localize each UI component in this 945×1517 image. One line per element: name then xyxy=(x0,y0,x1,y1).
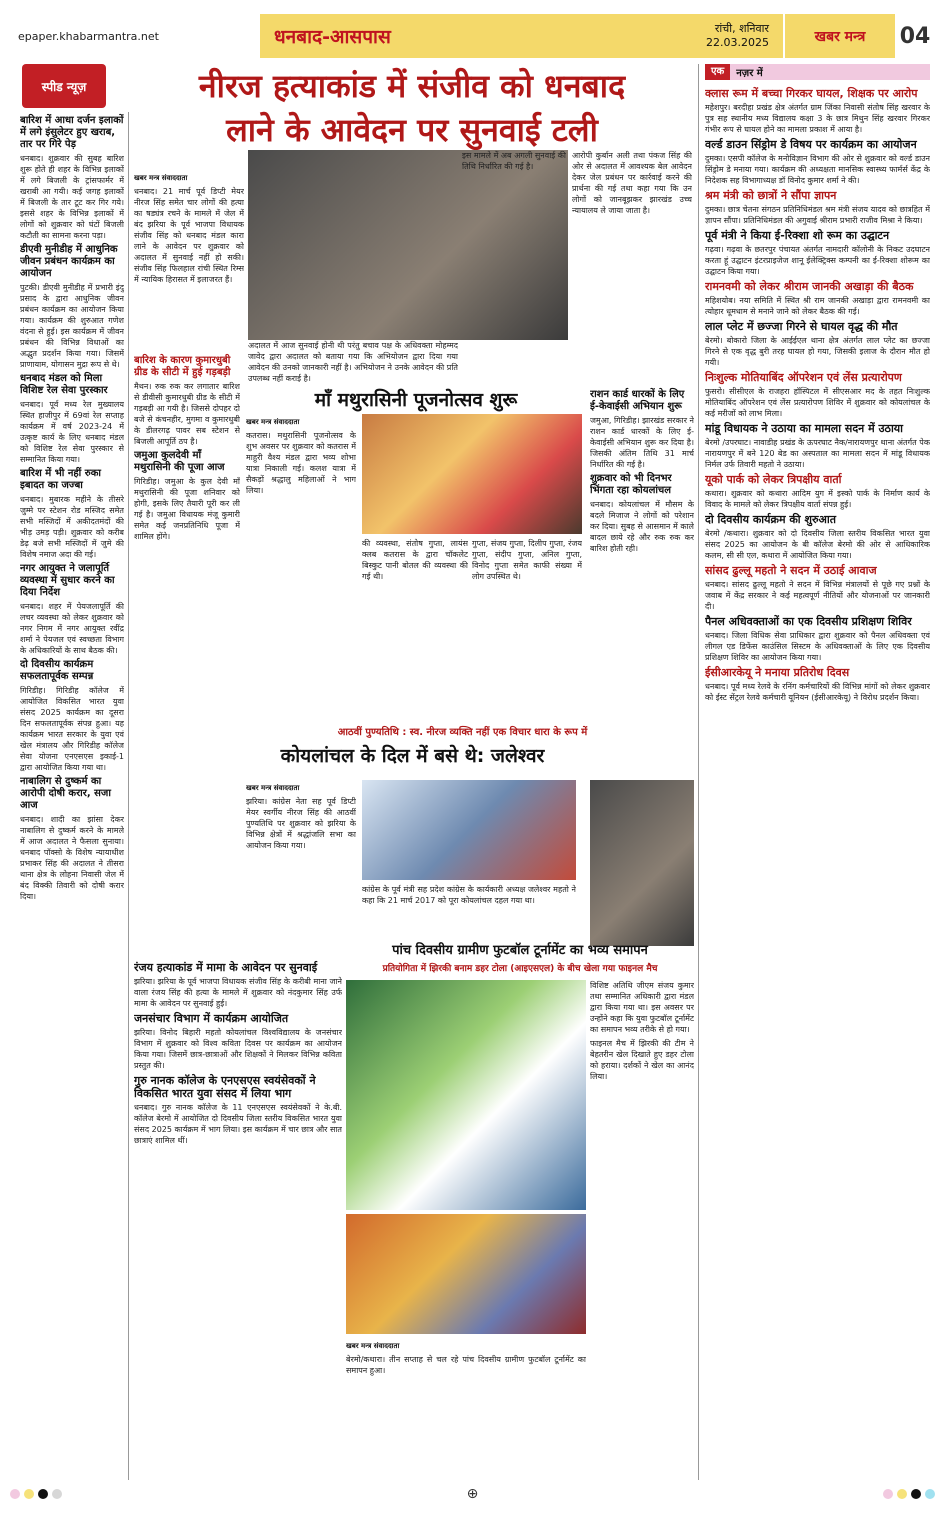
tag-title: नज़र में xyxy=(736,68,763,79)
page-number: 04 xyxy=(895,14,935,58)
story-text: विशिष्ट अतिथि जीएम संजय कुमार तथा सम्मानित अधिकारी द्वारा मंडल द्वारा किया गया था। इस अवसर पर उन्होंने कहा कि युवा फुटबॉल टूर्नामेंट का समापन भव्य तरीके से हो गया। xyxy=(590,981,694,1034)
lead-story-col2 xyxy=(248,340,458,382)
in-brief-tag xyxy=(705,64,930,80)
story-text: कांग्रेस के पूर्व मंत्री सह प्रदेश कांग्रेस के कार्यकारी अध्यक्ष जलेश्वर महतो ने कहा कि 21 मार्च 2017 को पूरा कोयलांचल दहल गया था। xyxy=(362,885,576,905)
column-rule xyxy=(698,64,699,1480)
story-text: धनबाद। शुक्रवार की सुबह बारिश शुरू होते ही शहर के विभिन्न इलाकों में लगे बिजली के ट्रांसफार्मर में खराबी आ गयी। कई जगह इलाकों में बिजली के तार टूट कर गिर गये। इससे शहर के विभिन्न इलाकों में लोगों को शुक्रवार को घंटों बिजली कटौती का सामना करना पड़ा। xyxy=(20,154,124,240)
column-four xyxy=(590,386,694,716)
byline: खबर मन्त्र संवाददाता xyxy=(246,418,300,426)
story-text: गिरिडीह। गिरिडीह कॉलेज में आयोजित विकसित भारत युवा संसद 2025 कार्यक्रम का दूसरा दिन सफलतापूर्वक संपन्न हुआ। यह कार्यक्रम भारत सरकार के युवा एवं खेल मंत्रालय और गिरिडीह कॉलेज सेवा योजना एनएसएस इकाई-1 द्वारा आयोजित किया गया था। xyxy=(20,686,124,772)
story-text: महेशपुर। बरदीहा प्रखंड क्षेत्र अंतर्गत ग्राम जिंका निवासी संतोष सिंह खरवार के पुत्र सह स्थानीय मध्य विद्यालय कक्षा 3 के छात्र मिथुन सिंह खरवार गिरकर गंभीर रूप से घायल होने का मामला प्रकाश में आया है। xyxy=(705,103,930,134)
byline: खबर मन्त्र संवाददाता xyxy=(346,1342,400,1350)
left-column xyxy=(20,112,124,1482)
story-text: कथारा। शुक्रवार को कथारा आदिम युग में इस्को पार्क के निर्माण कार्य के विवाद के मामले को लेकर त्रिपक्षीय वार्ता संपन्न हुई। xyxy=(705,489,930,509)
site-url[interactable]: epaper.khabarmantra.net xyxy=(10,14,260,58)
story-text: गिरिडीह। जमुआ के कुल देवी माँ मथुरासिनी की पूजा शनिवार को होगी, इसके लिए तैयारी पूरी कर ली गई है। जमुआ विधायक मंजू कुमारी समेत कई जनप्रतिनिधि पूजा में शामिल होंगे। xyxy=(134,477,240,541)
registration-mark-icon: ⊕ xyxy=(466,1486,479,1502)
swatch xyxy=(897,1489,907,1499)
masthead xyxy=(10,14,935,58)
lead-headline-line1: नीरज हत्याकांड में संजीव को धनबाद xyxy=(198,67,626,105)
headline: मांडू विधायक ने उठाया का मामला सदन में उठाया xyxy=(705,422,904,435)
tribute-photo-2 xyxy=(590,780,694,946)
story-text: धनबाद। 21 मार्च पूर्व डिप्टी मेयर नीरज सिंह समेत चार लोगों की हत्या का षड्यंत्र रचने के मामले में जेल में बंद झरिया के पूर्व भाजपा विधायक संजीव सिंह को धनबाद मंडल कारा लाने के आवेदन पर शुक्रवार को अदालत में सुनवाई नहीं हो सकी। संजीव सिंह फिलहाल रांची स्थित रिम्स में न्यायिक हिरासत में इलाजरत हैं। xyxy=(134,187,244,284)
story-text: पुटकी। डीएवी मुनीडीह में प्रभारी इंदु प्रसाद के द्वारा आधुनिक जीवन प्रबंधन कार्यक्रम का आयोजन किया गया। कार्यक्रम की शुरुआत गणेश वंदना से हुई। इस कार्यक्रम में जीवन प्रबंधन की विभिन्न विधाओं का अद्भुत प्रदर्शन किया गया। जिसमें प्राणायाम, योगासन मुद्रा रूप से थे। xyxy=(20,283,124,369)
right-column xyxy=(705,84,930,1480)
festival-photo xyxy=(362,414,582,534)
football-photo xyxy=(346,980,586,1210)
headline: लाल प्लेट में छज्जा गिरने से घायल वृद्ध की मौत xyxy=(705,320,898,333)
story-text: महिशयोब। नया समिति में स्थित श्री राम जानकी अखाड़ा द्वारा रामनवमी का त्योहार धूमधाम से मनाने जाने को लेकर बैठक की गई। xyxy=(705,296,930,316)
headline: नगर आयुक्त ने जलापूर्ति व्यवस्था में सुधार करने का दिया निर्देश xyxy=(20,563,115,598)
headline: दो दिवसीय कार्यक्रम सफलतापूर्वक सम्पन्न xyxy=(20,659,94,682)
section-bar xyxy=(260,14,783,58)
story-text: झरिया। झरिया के पूर्व भाजपा विधायक संजीव सिंह के करीबी माना जाने वाला रंजय सिंह की हत्या के मामले में शुक्रवार को नंदकुमार सिंह उर्फ मामा के आवेदन पर सुनवाई हुई। xyxy=(134,977,342,1008)
byline: खबर मन्त्र संवाददाता xyxy=(134,174,188,182)
swatch xyxy=(883,1489,893,1499)
column-two xyxy=(134,352,240,714)
story-text: धनबाद। सांसद ढुल्लू महतो ने सदन में विभिन्न मंत्रालयों से पूछे गए प्रश्नों के जवाब में केंद्र सरकार ने कई महत्वपूर्ण नीतियों और योजनाओं पर जानकारी दी। xyxy=(705,580,930,611)
logo: खबर मन्त्र xyxy=(783,14,895,58)
lead-story-col4 xyxy=(572,150,692,380)
headline: पांच दिवसीय ग्रामीण फुटबॉल टूर्नामेंट का भव्य समापन xyxy=(392,943,648,958)
swatch xyxy=(38,1489,48,1499)
color-swatches-left xyxy=(10,1489,62,1499)
swatch xyxy=(925,1489,935,1499)
headline: राशन कार्ड धारकों के लिए ई-केवाईसी अभियान शुरू xyxy=(590,389,685,412)
story-text: झरिया। विनोद बिहारी महतो कोयलांचल विश्वविद्यालय के जनसंचार विभाग में शुक्रवार को विश्व कविता दिवस पर कार्यक्रम का आयोजन किया गया। जिसमें छात्र-छात्राओं और शिक्षकों ने मिलकर विभिन्न कविता प्रस्तुत की। xyxy=(134,1028,342,1070)
color-swatches-right xyxy=(883,1489,935,1499)
football-team-photo xyxy=(346,1214,586,1334)
story-text: की व्यवस्था, संतोष गुप्ता, लायंस क्लब कतरास के द्वारा चॉकलेट बिस्कुट पानी बोतल की व्यवस्था की गई थी। xyxy=(362,539,468,581)
tribute-photo xyxy=(362,780,576,880)
headline: श्रम मंत्री को छात्रों ने सौंपा ज्ञापन xyxy=(705,189,837,202)
story-text: मैथन। रुक रुक कर लगातार बारिश से डीवीसी कुमारधुबी ग्रीड के सीटी में गड़बड़ी आ गयी है। जिससे दोपहर दो बजे से कंचनहीर, मुगमा व कुमारधुबी के डीलरगढ़ पावर सब स्टेशन से बिजली आपूर्ति ठप है। xyxy=(134,382,240,446)
headline: यूको पार्क को लेकर त्रिपक्षीय वार्ता xyxy=(705,473,842,486)
story-text: बेरमो /उपरघाट। नावाडीह प्रखंड के ऊपरघाट नैक/नारायणपुर थाना अंतर्गत पेक नारायणपुर में बने 120 बेड का अस्पताल का मामला सदन में मांडू विधायक निर्मल उर्फ तिवारी महतो ने उठाया। xyxy=(705,438,930,469)
story-text: धनबाद। पूर्व मध्य रेलवे के रनिंग कर्मचारियों की विभिन्न मांगों को लेकर शुक्रवार को ईस्ट सेंट्रल रेलवे कर्मचारी यूनियन (ईसीआरकेयू) ने विरोध प्रदर्शन किया। xyxy=(705,682,930,702)
story-text: अदालत में आज सुनवाई होनी थी परंतु बचाव पक्ष के अधिवक्ता मोहम्मद जावेद द्वारा अदालत को बताया गया कि अभियोजन द्वारा दिया गया आवेदन की उनको जानकारी नहीं है। अभियोजन ने उनके आवेदन की प्रति उपलब्ध नहीं कराई है। xyxy=(248,341,458,382)
story-text: धनबाद। गुरु नानक कॉलेज के 11 एनएसएस स्वयंसेवकों ने के.बी. कॉलेज बेरमो में आयोजित दो दिवसीय जिला स्तरीय विकसित भारत युवा संसद 2025 कार्यक्रम में भाग लिया। इस कार्यक्रम में चार छात्र और सात छात्राएं शामिल थीं। xyxy=(134,1103,342,1145)
football-story-col1 xyxy=(590,980,694,1480)
story-text: जमुआ, गिरिडीह। झारखंड सरकार ने राशन कार्ड धारकों के लिए ई-केवाईसी अभियान शुरू कर दिया है। जिसकी अंतिम तिथि 31 मार्च निर्धारित की गई है। xyxy=(590,416,694,469)
swatch xyxy=(911,1489,921,1499)
festival-story-col1 xyxy=(246,414,356,714)
lead-headline-line2: लाने के आवेदन पर सुनवाई टली xyxy=(226,111,598,149)
headline: माँ मथुरासिनी पूजनोत्सव शुरू xyxy=(314,389,518,411)
story-text: फाइनल मैच में झिरकी की टीम ने बेहतरीन खेल दिखाते हुए डहर टोला को हराया। दर्शकों ने खेल का आनंद लिया। xyxy=(590,1039,694,1081)
story-text: धनबाद। कोयलांचल में मौसम के बदले मिजाज ने लोगों को परेशान कर दिया। सुबह से आसमान में काले बादल छाये रहे और रुक रुक कर बारिश होती रही। xyxy=(590,500,694,553)
festival-story-col2 xyxy=(362,538,468,714)
headline: नाबालिग से दुष्कर्म का आरोपी दोषी करार, सजा आज xyxy=(20,776,111,811)
headline: सांसद ढुल्लू महतो ने सदन में उठाई आवाज xyxy=(705,564,877,577)
festival-story-col3 xyxy=(472,538,582,714)
headline: वर्ल्ड डाउन सिंड्रोम डे विषय पर कार्यक्रम का आयोजन xyxy=(705,138,917,151)
issue-date: 22.03.2025 xyxy=(706,36,769,49)
headline: कोयलांचल के दिल में बसे थे: जलेश्वर xyxy=(280,745,545,767)
story-text: धनबाद। मुबारक महीने के तीसरे जुम्मे पर स्टेशन रोड मस्जिद समेत सभी मस्जिदों में अकीदतमंदों की भीड़ उमड़ पड़ी। शुक्रवार को करीब डेढ़ बजे सभी मस्जिदों में जुमे की विशेष नमाज अदा की गई। xyxy=(20,495,124,559)
football-strap: प्रतियोगिता में झिरकी बनाम डहर टोला (आइएसएल) के बीच खेला गया फाइनल मैच xyxy=(345,961,695,975)
story-text: गुप्ता, संजय गुप्ता, दिलीप गुप्ता, रंजय गुप्ता, संदीप गुप्ता, अनिल गुप्ता, विनोद गुप्ता समेत काफी संख्या में लोग उपस्थित थे। xyxy=(472,539,582,581)
story-text: इस मामले में अब अगली सुनवाई की तिथि निर्धारित की गई है। xyxy=(462,151,566,171)
byline: खबर मन्त्र संवाददाता xyxy=(246,784,300,792)
story-text: बेरमो/कथारा। तीन सप्ताह से चल रहे पांच दिवसीय ग्रामीण फुटबॉल टूर्नामेंट का समापन हुआ। xyxy=(346,1355,586,1375)
column-rule xyxy=(128,112,129,1480)
headline: डीएवी मुनीडीह में आधुनिक जीवन प्रबंधन कार्यक्रम का आयोजन xyxy=(20,244,118,279)
story-text: बेरमो। बोकारो जिला के आईईएल थाना क्षेत्र अंतर्गत लाल प्लेट का छज्जा गिरने से एक वृद्ध बुरी तरह घायल हो गया, जिसकी इलाज के दौरान मौत हो गयी। xyxy=(705,336,930,367)
story-text: दुमका। एसपी कॉलेज के मनोविज्ञान विभाग की ओर से शुक्रवार को वर्ल्ड डाउन सिंड्रोम डे मनाया गया। कार्यक्रम की अध्यक्षता मानसिक स्वास्थ्य फार्मर्स केंद्र के निदेशक सह विभागाध्यक्ष डॉ विनोद कुमार शर्मा ने की। xyxy=(705,154,930,185)
dateline xyxy=(706,22,769,50)
story-text: फुसरो। सीसीएल के राजहरा हॉस्पिटल में सीएसआर मद के तहत निःशुल्क मोतियाबिंद ऑपरेशन एवं लेंस प्रत्यारोपण शिविर में शुक्रवार को कोयलांचल के कई मरीजों को लाभ मिला। xyxy=(705,387,930,418)
headline: निःशुल्क मोतियाबिंद ऑपरेशन एवं लेंस प्रत्यारोपण xyxy=(705,371,902,384)
swatch xyxy=(24,1489,34,1499)
story-text: धनबाद। शादी का झांसा देकर नाबालिग से दुष्कर्म करने के मामले में आज अदालत ने फैसला सुनाया। धनबाद पॉक्सो के विशेष न्यायाधीश प्रभाकर सिंह की अदालत ने तीसरा थाना क्षेत्र के लोहना निवासी जेल में बंद विक्की तिवारी को दोषी करार दिया। xyxy=(20,815,124,901)
headline: बारिश में आधा दर्जन इलाकों में लगे इंसुलेटर हुए खराब, तार पर गिरे पेड़ xyxy=(20,115,124,150)
headline: जमुआ कुलदेवी माँ मथुरासिनी की पूजा आज xyxy=(134,450,225,473)
speed-news-badge: स्पीड न्यूज़ xyxy=(22,64,106,108)
headline: पैनल अधिवक्ताओं का एक दिवसीय प्रशिक्षण शिविर xyxy=(705,615,912,628)
story-text: गढ़वा। गढ़वा के छतरपुर पंचायत अंतर्गत नामदारी कॉलोनी के निकट उदघाटन करता हूं उद्घाटन इंटरप्राइजेज शानू ईलेक्ट्रिक्स कम्पनी का ई-रिक्शा शोरूम का उद्घाटन किया गया। xyxy=(705,245,930,276)
swatch xyxy=(52,1489,62,1499)
lead-headline xyxy=(132,64,692,152)
story-text: दुमका। छात्र चेतना संगठन प्रतिनिधिमंडल श्रम मंत्री संजय यादव को छात्रहित में ज्ञापन सौंपा। प्रतिनिधिमंडल की अगुवाई श्रीराम प्रभारी राजीव मिश्रा ने किया। xyxy=(705,205,930,225)
story-text: धनबाद। जिला विधिक सेवा प्राधिकार द्वारा शुक्रवार को पैनल अधिवक्ता एवं लीगल एड डिफेंस काउंसिल सिस्टम के अधिवक्ताओं के लिए एक दिवसीय प्रशिक्षण शिविर का आयोजन किया गया। xyxy=(705,631,930,662)
story-text: धनबाद। पूर्व मध्य रेल मुख्यालय स्थित हाजीपुर में 69वां रेल सप्ताह कार्यक्रम में वर्ष 2023-24 में उत्कृष्ट कार्य के लिए धनबाद मंडल को विशिष्ट रेल सेवा पुरस्कार से सम्मानित किया गया। xyxy=(20,400,124,464)
headline: बारिश में भी नहीं रुका इबादत का जज्बा xyxy=(20,468,102,491)
lower-left-stories xyxy=(134,958,342,1478)
headline: धनबाद मंडल को मिला विशिष्ट रेल सेवा पुरस्कार xyxy=(20,373,108,396)
story-text: बेरमो /कथारा। शुक्रवार को दो दिवसीय जिला स्तरीय विकसित भारत युवा संसद 2025 का आयोजन के बी कॉलेज बेरमो की ओर से आधिकारिक कलम, सी सी एल, कथारा में आयोजित किया गया। xyxy=(705,529,930,560)
tribute-story-col1 xyxy=(246,780,356,950)
print-color-bar xyxy=(10,1485,935,1503)
lead-story-col1 xyxy=(134,170,244,350)
story-text: झरिया। कांग्रेस नेता सह पूर्व डिप्टी मेयर स्वर्गीय नीरज सिंह की आठवीं पुण्यतिथि पर शुक्रवार को झरिया के विभिन्न क्षेत्रों में श्रद्धांजलि सभा का आयोजन किया गया। xyxy=(246,797,356,850)
headline: दो दिवसीय कार्यक्रम की शुरुआत xyxy=(705,513,837,526)
headline: पूर्व मंत्री ने किया ई-रिक्शा शो रूम का उद्घाटन xyxy=(705,229,890,242)
story-text: धनबाद। शहर में पेयजलापूर्ति की लचर व्यवस्था को लेकर शुक्रवार को नगर निगम में नगर आयुक्त रवींद्र शर्मा ने पेयजल एवं स्वच्छता विभाग के अधिकारियों के साथ बैठक की। xyxy=(20,602,124,655)
headline: गुरु नानक कॉलेज के एनएसएस स्वयंसेवकों ने विकसित भारत युवा संसद में लिया भाग xyxy=(134,1074,316,1100)
headline: बारिश के कारण कुमारधुबी ग्रीड के सीटी में हुई गड़बड़ी xyxy=(134,355,231,378)
headline: जनसंचार विभाग में कार्यक्रम आयोजित xyxy=(134,1012,289,1025)
city-day: रांची, शनिवार xyxy=(714,22,769,35)
football-story-col2 xyxy=(346,1338,586,1478)
story-text: आरोपी कुर्बान अली तथा पंकज सिंह की ओर से अदालत में आवश्यक बेल आवेदन देकर जेल प्रबंधन पर कार्रवाई करने की प्रार्थना की गई तथा कहा गया कि उन लोगों को जानबूझकर झारखंड उच्च न्यायालय ले जाया जाता है। xyxy=(572,151,692,215)
headline: शुक्रवार को भी दिनभर भिंगता रहा कोयलांचल xyxy=(590,473,672,496)
section-title: धनबाद-आसपास xyxy=(274,26,391,48)
headline: क्लास रूम में बच्चा गिरकर घायल, शिक्षक पर आरोप xyxy=(705,87,918,100)
headline: ईसीआरकेयू ने मनाया प्रतिरोध दिवस xyxy=(705,666,850,679)
headline: रंजय हत्याकांड में मामा के आवेदन पर सुनवाई xyxy=(134,961,318,974)
tag-label: एक xyxy=(705,64,730,80)
lead-story-col3 xyxy=(462,150,566,380)
tribute-strap: आठवीं पुण्यतिथि : स्व. नीरज व्यक्ति नहीं एक विचार धारा के रूप में xyxy=(337,727,588,738)
story-text: कतरास। मथुरासिनी पूजनोत्सव के शुभ अवसर पर शुक्रवार को कतरास में माहुरी वैश्य मंडल द्वारा भव्य शोभा यात्रा निकाली गई। कलश यात्रा में सैकड़ों श्रद्धालु महिलाओं ने भाग लिया। xyxy=(246,431,356,495)
headline: रामनवमी को लेकर श्रीराम जानकी अखाड़ा की बैठक xyxy=(705,280,914,293)
swatch xyxy=(10,1489,20,1499)
